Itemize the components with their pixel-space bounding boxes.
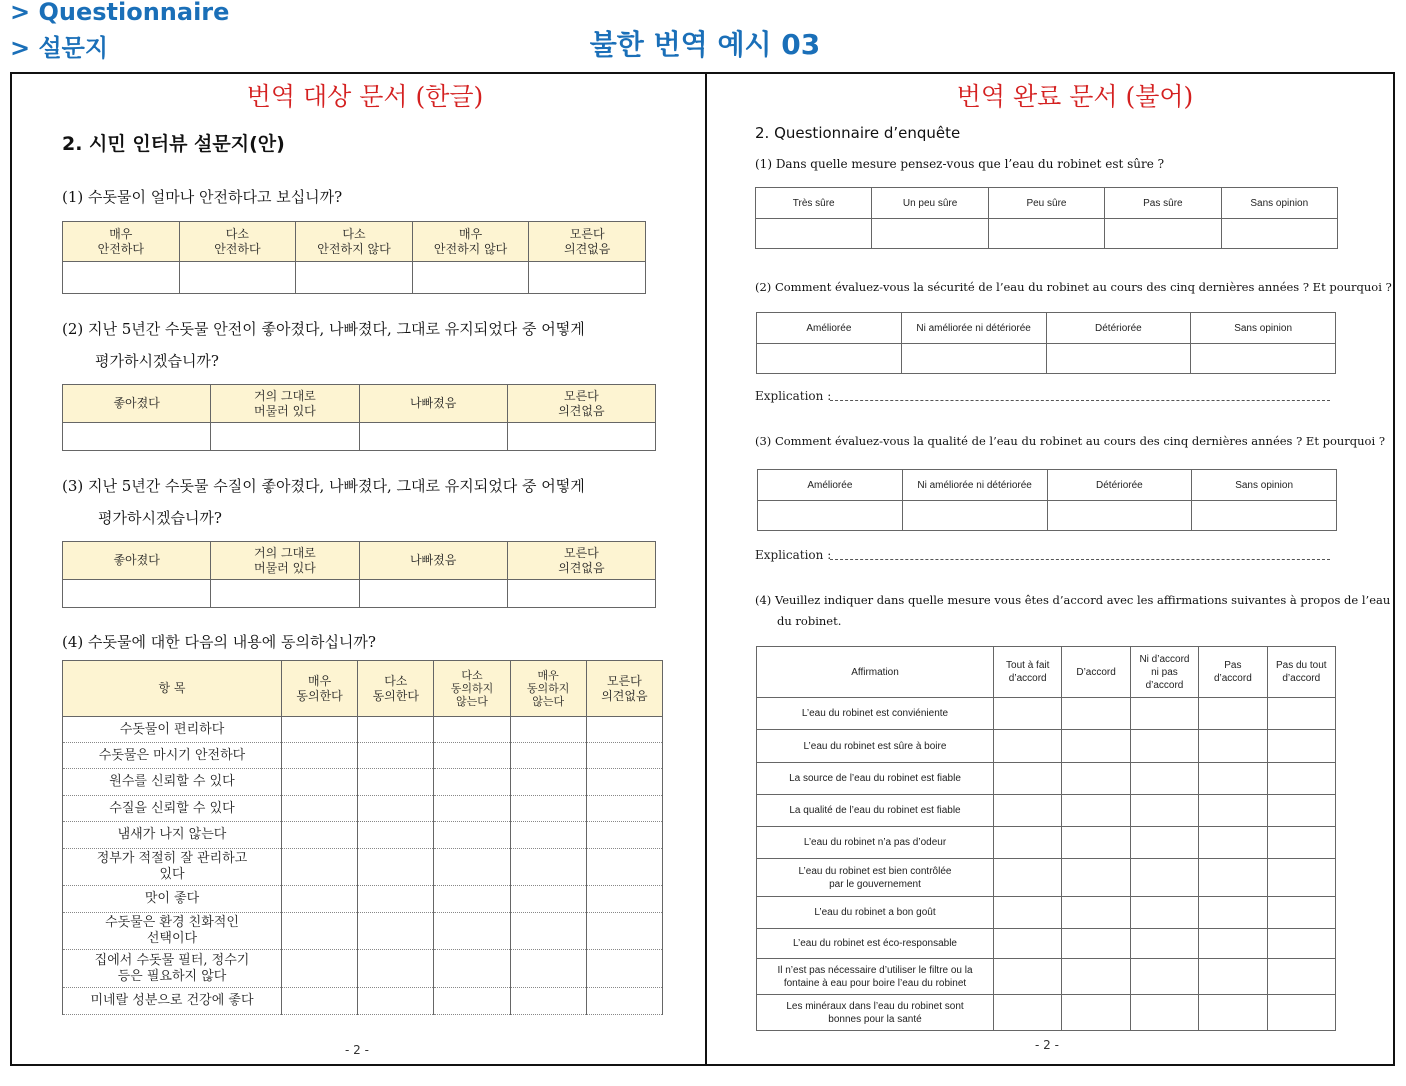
answer-cell[interactable] [1267,698,1335,730]
left-q3-option: 좋아졌다 [63,542,211,580]
answer-cell[interactable] [586,950,662,988]
statement-cell: Il n’est pas nécessaire d’utiliser le filtre ou la fontaine à eau pour boire l’eau du robinet [757,959,994,995]
answer-cell[interactable] [1130,730,1198,763]
table-row [63,769,663,796]
panel-divider [705,72,707,1066]
left-q4-column: 다소 동의하지 않는다 [434,661,510,717]
table-row [757,730,1336,763]
answer-cell[interactable] [507,580,655,608]
answer-cell[interactable] [1199,827,1267,859]
answer-cell[interactable] [1267,730,1335,763]
answer-cell[interactable] [756,219,872,249]
answer-cell[interactable] [586,717,662,743]
answer-cell[interactable] [358,913,434,950]
table-row [63,886,663,913]
table-row [63,913,663,950]
left-q2-option: 모른다 의견없음 [507,385,655,423]
left-q4-column: 모른다 의견없음 [586,661,662,717]
answer-cell[interactable] [282,913,358,950]
answer-cell[interactable] [434,849,510,886]
answer-cell[interactable] [211,580,359,608]
answer-cell[interactable] [994,827,1062,859]
answer-cell[interactable] [994,698,1062,730]
right-q2-explication-label: Explication : [755,389,832,403]
answer-cell[interactable] [1199,929,1267,959]
left-q3-option: 나빠졌음 [359,542,507,580]
right-q4-column: Pas du tout d’accord [1267,647,1335,698]
table-row [63,849,663,886]
answer-cell[interactable] [1062,995,1130,1031]
table-row [757,929,1336,959]
answer-cell[interactable] [1062,763,1130,795]
answer-cell[interactable] [358,988,434,1015]
answer-cell[interactable] [1267,995,1335,1031]
left-q4-header-item: 항 목 [63,661,282,717]
answer-cell[interactable] [1199,730,1267,763]
right-q4-text: (4) Veuillez indiquer dans quelle mesure vous êtes d’accord avec les affirmations suivantes à propos de l’eau [755,593,1391,607]
answer-cell[interactable] [282,796,358,822]
right-q2-option: Sans opinion [1191,313,1336,344]
right-page-number: - 2 - [1035,1038,1059,1052]
answer-cell[interactable] [872,219,988,249]
statement-cell: L’eau du robinet a bon goût [757,897,994,929]
table-row [63,796,663,822]
right-q2-option: Ni améliorée ni détériorée [901,313,1046,344]
answer-cell[interactable] [434,796,510,822]
left-q2-option: 거의 그대로 머물러 있다 [211,385,359,423]
answer-cell[interactable] [586,913,662,950]
table-row [757,859,1336,897]
answer-cell[interactable] [901,344,1046,374]
answer-cell[interactable] [63,580,211,608]
answer-cell[interactable] [586,849,662,886]
right-q3-table [757,469,1337,531]
left-q1-option: 모른다 의견없음 [529,222,646,262]
answer-cell[interactable] [1105,219,1221,249]
left-q3-option: 거의 그대로 머물러 있다 [211,542,359,580]
left-q4-column: 매우 동의하지 않는다 [510,661,586,717]
answer-cell[interactable] [282,886,358,913]
answer-cell[interactable] [1130,959,1198,995]
statement-cell: 냄새가 나지 않는다 [63,822,282,849]
answer-cell[interactable] [586,769,662,796]
answer-cell[interactable] [994,795,1062,827]
right-q3-text: (3) Comment évaluez-vous la qualité de l’eau du robinet au cours des cinq dernières années ? Et pourquoi ? [755,434,1385,448]
answer-cell[interactable] [994,730,1062,763]
right-q1-table [755,187,1338,249]
right-panel-title: 번역 완료 문서 (불어) [956,82,1194,111]
answer-cell[interactable] [510,796,586,822]
answer-cell[interactable] [1130,763,1198,795]
answer-cell[interactable] [282,988,358,1015]
answer-cell[interactable] [434,988,510,1015]
right-q2-table [756,312,1336,374]
table-row [63,988,663,1015]
statement-cell: L’eau du robinet n’a pas d’odeur [757,827,994,859]
answer-cell[interactable] [282,950,358,988]
table-row [757,959,1336,995]
answer-cell[interactable] [586,988,662,1015]
answer-cell[interactable] [434,886,510,913]
answer-cell[interactable] [1130,897,1198,929]
answer-cell[interactable] [1199,859,1267,897]
answer-cell[interactable] [1062,827,1130,859]
answer-cell[interactable] [296,262,413,294]
table-row [757,827,1336,859]
statement-cell: 맛이 좋다 [63,886,282,913]
statement-cell: 집에서 수돗물 필터, 정수기 등은 필요하지 않다 [63,950,282,988]
answer-cell[interactable] [1199,897,1267,929]
statement-cell: 원수를 신뢰할 수 있다 [63,769,282,796]
answer-cell[interactable] [1130,795,1198,827]
breadcrumb-survey: > 설문지 [10,34,109,62]
answer-cell[interactable] [994,959,1062,995]
statement-cell: L’eau du robinet est conviéniente [757,698,994,730]
statement-cell: L’eau du robinet est sûre à boire [757,730,994,763]
answer-cell[interactable] [359,423,507,451]
answer-cell[interactable] [1267,929,1335,959]
answer-cell[interactable] [1199,795,1267,827]
left-q2-option: 나빠졌음 [359,385,507,423]
statement-cell: 미네랄 성분으로 건강에 좋다 [63,988,282,1015]
right-q4-column: Tout à fait d’accord [994,647,1062,698]
answer-cell[interactable] [1267,763,1335,795]
right-q3-option: Ni améliorée ni détériorée [902,470,1047,501]
answer-cell[interactable] [1267,859,1335,897]
right-q3-option: Détériorée [1047,470,1192,501]
left-panel-title: 번역 대상 문서 (한글) [246,82,484,111]
statement-cell: 수돗물이 편리하다 [63,717,282,743]
answer-cell[interactable] [586,822,662,849]
answer-cell[interactable] [994,995,1062,1031]
answer-cell[interactable] [179,262,296,294]
statement-cell: 수질을 신뢰할 수 있다 [63,796,282,822]
answer-cell[interactable] [510,717,586,743]
answer-cell[interactable] [282,717,358,743]
table-row [757,698,1336,730]
table-row [757,897,1336,929]
left-q1-option: 다소 안전하다 [179,222,296,262]
answer-cell[interactable] [434,743,510,769]
answer-cell[interactable] [1047,501,1192,531]
right-q3-option: Sans opinion [1192,470,1337,501]
right-q2-explication-line[interactable] [830,400,1330,401]
right-q1-option: Un peu sûre [872,188,988,219]
table-row [63,822,663,849]
left-q1-option: 다소 안전하지 않다 [296,222,413,262]
right-q1-text: (1) Dans quelle mesure pensez-vous que l’eau du robinet est sûre ? [755,157,1165,171]
answer-cell[interactable] [1130,859,1198,897]
answer-cell[interactable] [994,859,1062,897]
answer-cell[interactable] [586,796,662,822]
right-q4-column: Ni d’accord ni pas d’accord [1130,647,1198,698]
answer-cell[interactable] [1267,827,1335,859]
answer-cell[interactable] [358,849,434,886]
table-row [757,995,1336,1031]
answer-cell[interactable] [1130,929,1198,959]
answer-cell[interactable] [211,423,359,451]
statement-cell: La qualité de l’eau du robinet est fiable [757,795,994,827]
answer-cell[interactable] [1062,730,1130,763]
answer-cell[interactable] [994,929,1062,959]
answer-cell[interactable] [434,950,510,988]
answer-cell[interactable] [1199,698,1267,730]
statement-cell: Les minéraux dans l’eau du robinet sont bonnes pour la santé [757,995,994,1031]
answer-cell[interactable] [988,219,1104,249]
right-q3-explication-label: Explication : [755,548,832,562]
statement-cell: 수돗물은 마시기 안전하다 [63,743,282,769]
left-q4-text: (4) 수돗물에 대한 다음의 내용에 동의하십니까? [62,633,376,651]
left-q2-text-cont: 평가하시겠습니까? [95,352,219,370]
answer-cell[interactable] [1062,929,1130,959]
answer-cell[interactable] [507,423,655,451]
breadcrumb-questionnaire: > Questionnaire [10,0,230,26]
left-q2-option: 좋아졌다 [63,385,211,423]
answer-cell[interactable] [358,950,434,988]
left-section-title: 2. 시민 인터뷰 설문지(안) [62,133,285,155]
left-q3-text: (3) 지난 5년간 수돗물 수질이 좋아졌다, 나빠졌다, 그대로 유지되었다 중 어떻게 [62,477,585,495]
answer-cell[interactable] [510,743,586,769]
right-section-title: 2. Questionnaire d’enquête [755,124,961,142]
statement-cell: 수돗물은 환경 친화적인 선택이다 [63,913,282,950]
answer-cell[interactable] [282,822,358,849]
left-q1-text: (1) 수돗물이 얼마나 안전하다고 보십니까? [62,188,343,206]
table-row [63,950,663,988]
answer-cell[interactable] [63,423,211,451]
answer-cell[interactable] [282,769,358,796]
answer-cell[interactable] [1267,959,1335,995]
answer-cell[interactable] [358,717,434,743]
left-q1-option: 매우 안전하다 [63,222,180,262]
right-q2-option: Détériorée [1046,313,1191,344]
answer-cell[interactable] [510,822,586,849]
left-q2-table [62,384,656,451]
answer-cell[interactable] [529,262,646,294]
answer-cell[interactable] [358,769,434,796]
answer-cell[interactable] [510,988,586,1015]
answer-cell[interactable] [1191,344,1336,374]
answer-cell[interactable] [1130,827,1198,859]
answer-cell[interactable] [757,344,902,374]
right-q4-column: D’accord [1062,647,1130,698]
answer-cell[interactable] [1130,698,1198,730]
answer-cell[interactable] [1046,344,1191,374]
answer-cell[interactable] [586,743,662,769]
statement-cell: La source de l’eau du robinet est fiable [757,763,994,795]
page-title: 불한 번역 예시 03 [589,28,821,61]
statement-cell: L’eau du robinet est éco-responsable [757,929,994,959]
answer-cell[interactable] [586,886,662,913]
answer-cell[interactable] [994,763,1062,795]
left-q3-table [62,541,656,608]
answer-cell[interactable] [510,913,586,950]
right-q1-option: Peu sûre [988,188,1104,219]
answer-cell[interactable] [1062,959,1130,995]
table-row [757,763,1336,795]
left-q1-option: 매우 안전하지 않다 [412,222,529,262]
right-q3-explication-line[interactable] [830,559,1330,560]
right-q4-header-item: Affirmation [757,647,994,698]
answer-cell[interactable] [358,743,434,769]
right-q4-text-cont: du robinet. [777,614,842,628]
table-row [63,717,663,743]
answer-cell[interactable] [510,769,586,796]
answer-cell[interactable] [358,822,434,849]
right-q1-option: Sans opinion [1221,188,1337,219]
table-row [63,743,663,769]
answer-cell[interactable] [758,501,903,531]
statement-cell: L’eau du robinet est bien contrôlée par le gouvernement [757,859,994,897]
left-q4-column: 다소 동의한다 [358,661,434,717]
right-q3-option: Améliorée [758,470,903,501]
left-q2-text: (2) 지난 5년간 수돗물 안전이 좋아졌다, 나빠졌다, 그대로 유지되었다 중 어떻게 [62,320,585,338]
answer-cell[interactable] [434,822,510,849]
answer-cell[interactable] [1192,501,1337,531]
answer-cell[interactable] [358,886,434,913]
answer-cell[interactable] [282,743,358,769]
answer-cell[interactable] [412,262,529,294]
answer-cell[interactable] [359,580,507,608]
answer-cell[interactable] [63,262,180,294]
answer-cell[interactable] [434,913,510,950]
answer-cell[interactable] [1199,995,1267,1031]
left-q3-option: 모른다 의견없음 [507,542,655,580]
answer-cell[interactable] [1062,795,1130,827]
answer-cell[interactable] [1267,795,1335,827]
right-q2-option: Améliorée [757,313,902,344]
answer-cell[interactable] [1062,859,1130,897]
answer-cell[interactable] [358,796,434,822]
table-row [757,795,1336,827]
statement-cell: 정부가 적절히 잘 관리하고 있다 [63,849,282,886]
right-q1-option: Pas sûre [1105,188,1221,219]
answer-cell[interactable] [1062,897,1130,929]
right-q4-table [756,646,1336,1031]
answer-cell[interactable] [434,769,510,796]
answer-cell[interactable] [434,717,510,743]
right-q2-text: (2) Comment évaluez-vous la sécurité de l’eau du robinet au cours des cinq dernières années ? Et pourquoi ? [755,280,1392,294]
right-q4-column: Pas d’accord [1199,647,1267,698]
right-q1-option: Très sûre [756,188,872,219]
answer-cell[interactable] [1062,698,1130,730]
answer-cell[interactable] [1130,995,1198,1031]
left-page-number: - 2 - [345,1043,369,1057]
answer-cell[interactable] [510,849,586,886]
answer-cell[interactable] [1199,959,1267,995]
left-q1-table [62,221,646,294]
answer-cell[interactable] [902,501,1047,531]
answer-cell[interactable] [1199,763,1267,795]
answer-cell[interactable] [1221,219,1337,249]
answer-cell[interactable] [282,849,358,886]
answer-cell[interactable] [510,950,586,988]
left-q4-table [62,660,663,1015]
left-q4-column: 매우 동의한다 [282,661,358,717]
answer-cell[interactable] [1267,897,1335,929]
answer-cell[interactable] [510,886,586,913]
left-q3-text-cont: 평가하시겠습니까? [98,509,222,527]
answer-cell[interactable] [994,897,1062,929]
